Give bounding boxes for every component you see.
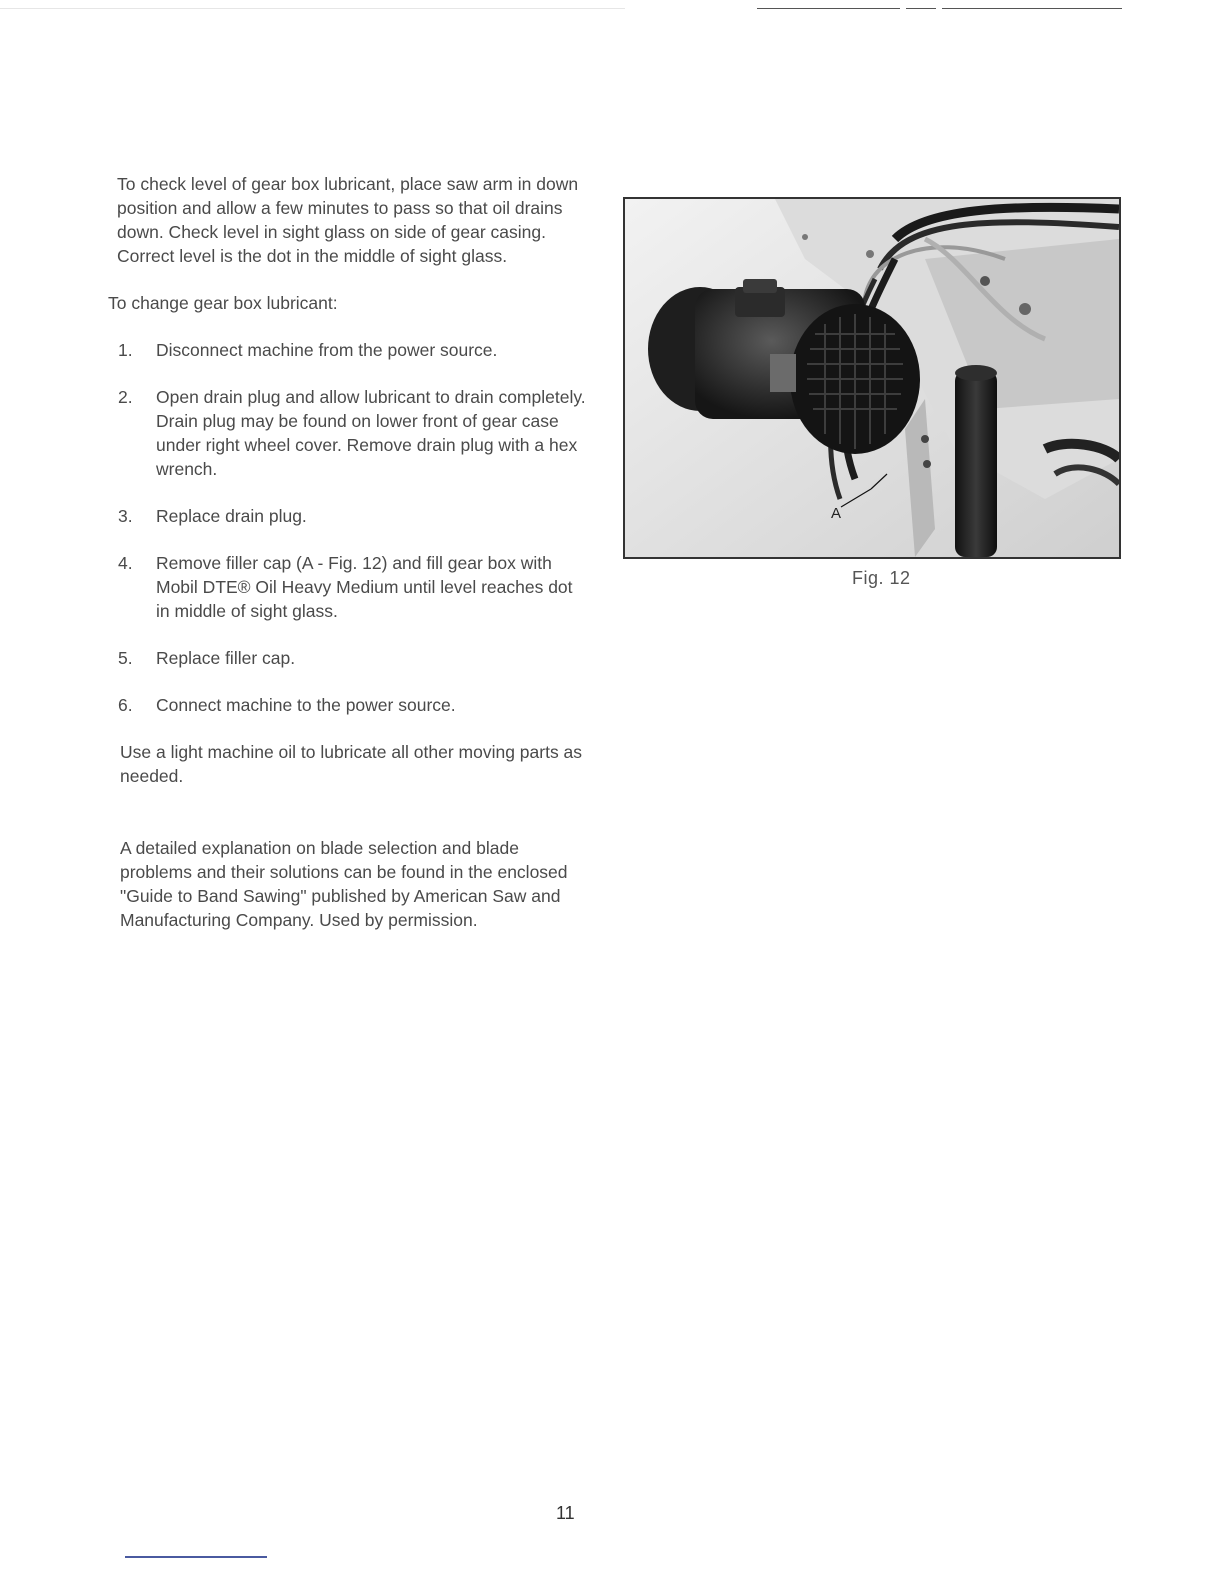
step-number: 4.	[118, 553, 133, 573]
figure-caption: Fig. 12	[852, 568, 911, 588]
blade-guide-note: A detailed explanation on blade selection and blade problems and their solutions can be found in the enclosed "Guide to Band Sawing" published by American Saw and Manufacturing Company. Used by permission.	[120, 838, 568, 930]
step-text: Disconnect machine from the power source.	[156, 340, 498, 360]
step-number: 2.	[118, 387, 133, 407]
step-text: Open drain plug and allow lubricant to drain completely. Drain plug may be found on lower front of gear case under right wheel cover. Remove drain plug with a hex wrench.	[156, 387, 586, 479]
change-lubricant-heading: To change gear box lubricant:	[108, 293, 338, 313]
page-number: 11	[556, 1503, 575, 1523]
scan-artifact-line	[125, 1556, 267, 1558]
procedure-step	[108, 385, 588, 481]
text-column	[108, 172, 588, 932]
step-text: Replace drain plug.	[156, 506, 307, 526]
scan-artifact-line	[942, 8, 1122, 9]
scan-artifact-line	[757, 8, 900, 9]
motor-illustration	[625, 199, 1119, 557]
callout-label-a: A	[831, 505, 842, 522]
step-text: Replace filler cap.	[156, 648, 296, 668]
procedure-step	[108, 551, 588, 623]
lubrication-note: Use a light machine oil to lubricate all other moving parts as needed.	[120, 742, 583, 786]
procedure-step	[108, 646, 588, 670]
procedure-step	[108, 338, 588, 362]
scan-artifact-line	[906, 8, 936, 9]
step-text: Remove filler cap (A - Fig. 12) and fill gear box with Mobil DTE® Oil Heavy Medium until level reaches dot in middle of sight glass.	[156, 553, 573, 621]
procedure-step	[108, 693, 588, 717]
gearbox-motor-photo	[623, 197, 1121, 559]
step-number: 1.	[118, 340, 133, 360]
intro-paragraph: To check level of gear box lubricant, place saw arm in down position and allow a few minutes to pass so that oil drains down. Check level in sight glass on side of gear casing. Correct level is the dot in the middle of sight glass.	[117, 174, 579, 266]
step-number: 5.	[118, 648, 133, 668]
step-text: Connect machine to the power source.	[156, 695, 456, 715]
step-number: 3.	[118, 506, 133, 526]
procedure-step	[108, 504, 588, 528]
step-number: 6.	[118, 695, 133, 715]
scan-artifact-line	[0, 8, 625, 9]
procedure-steps	[108, 338, 588, 717]
